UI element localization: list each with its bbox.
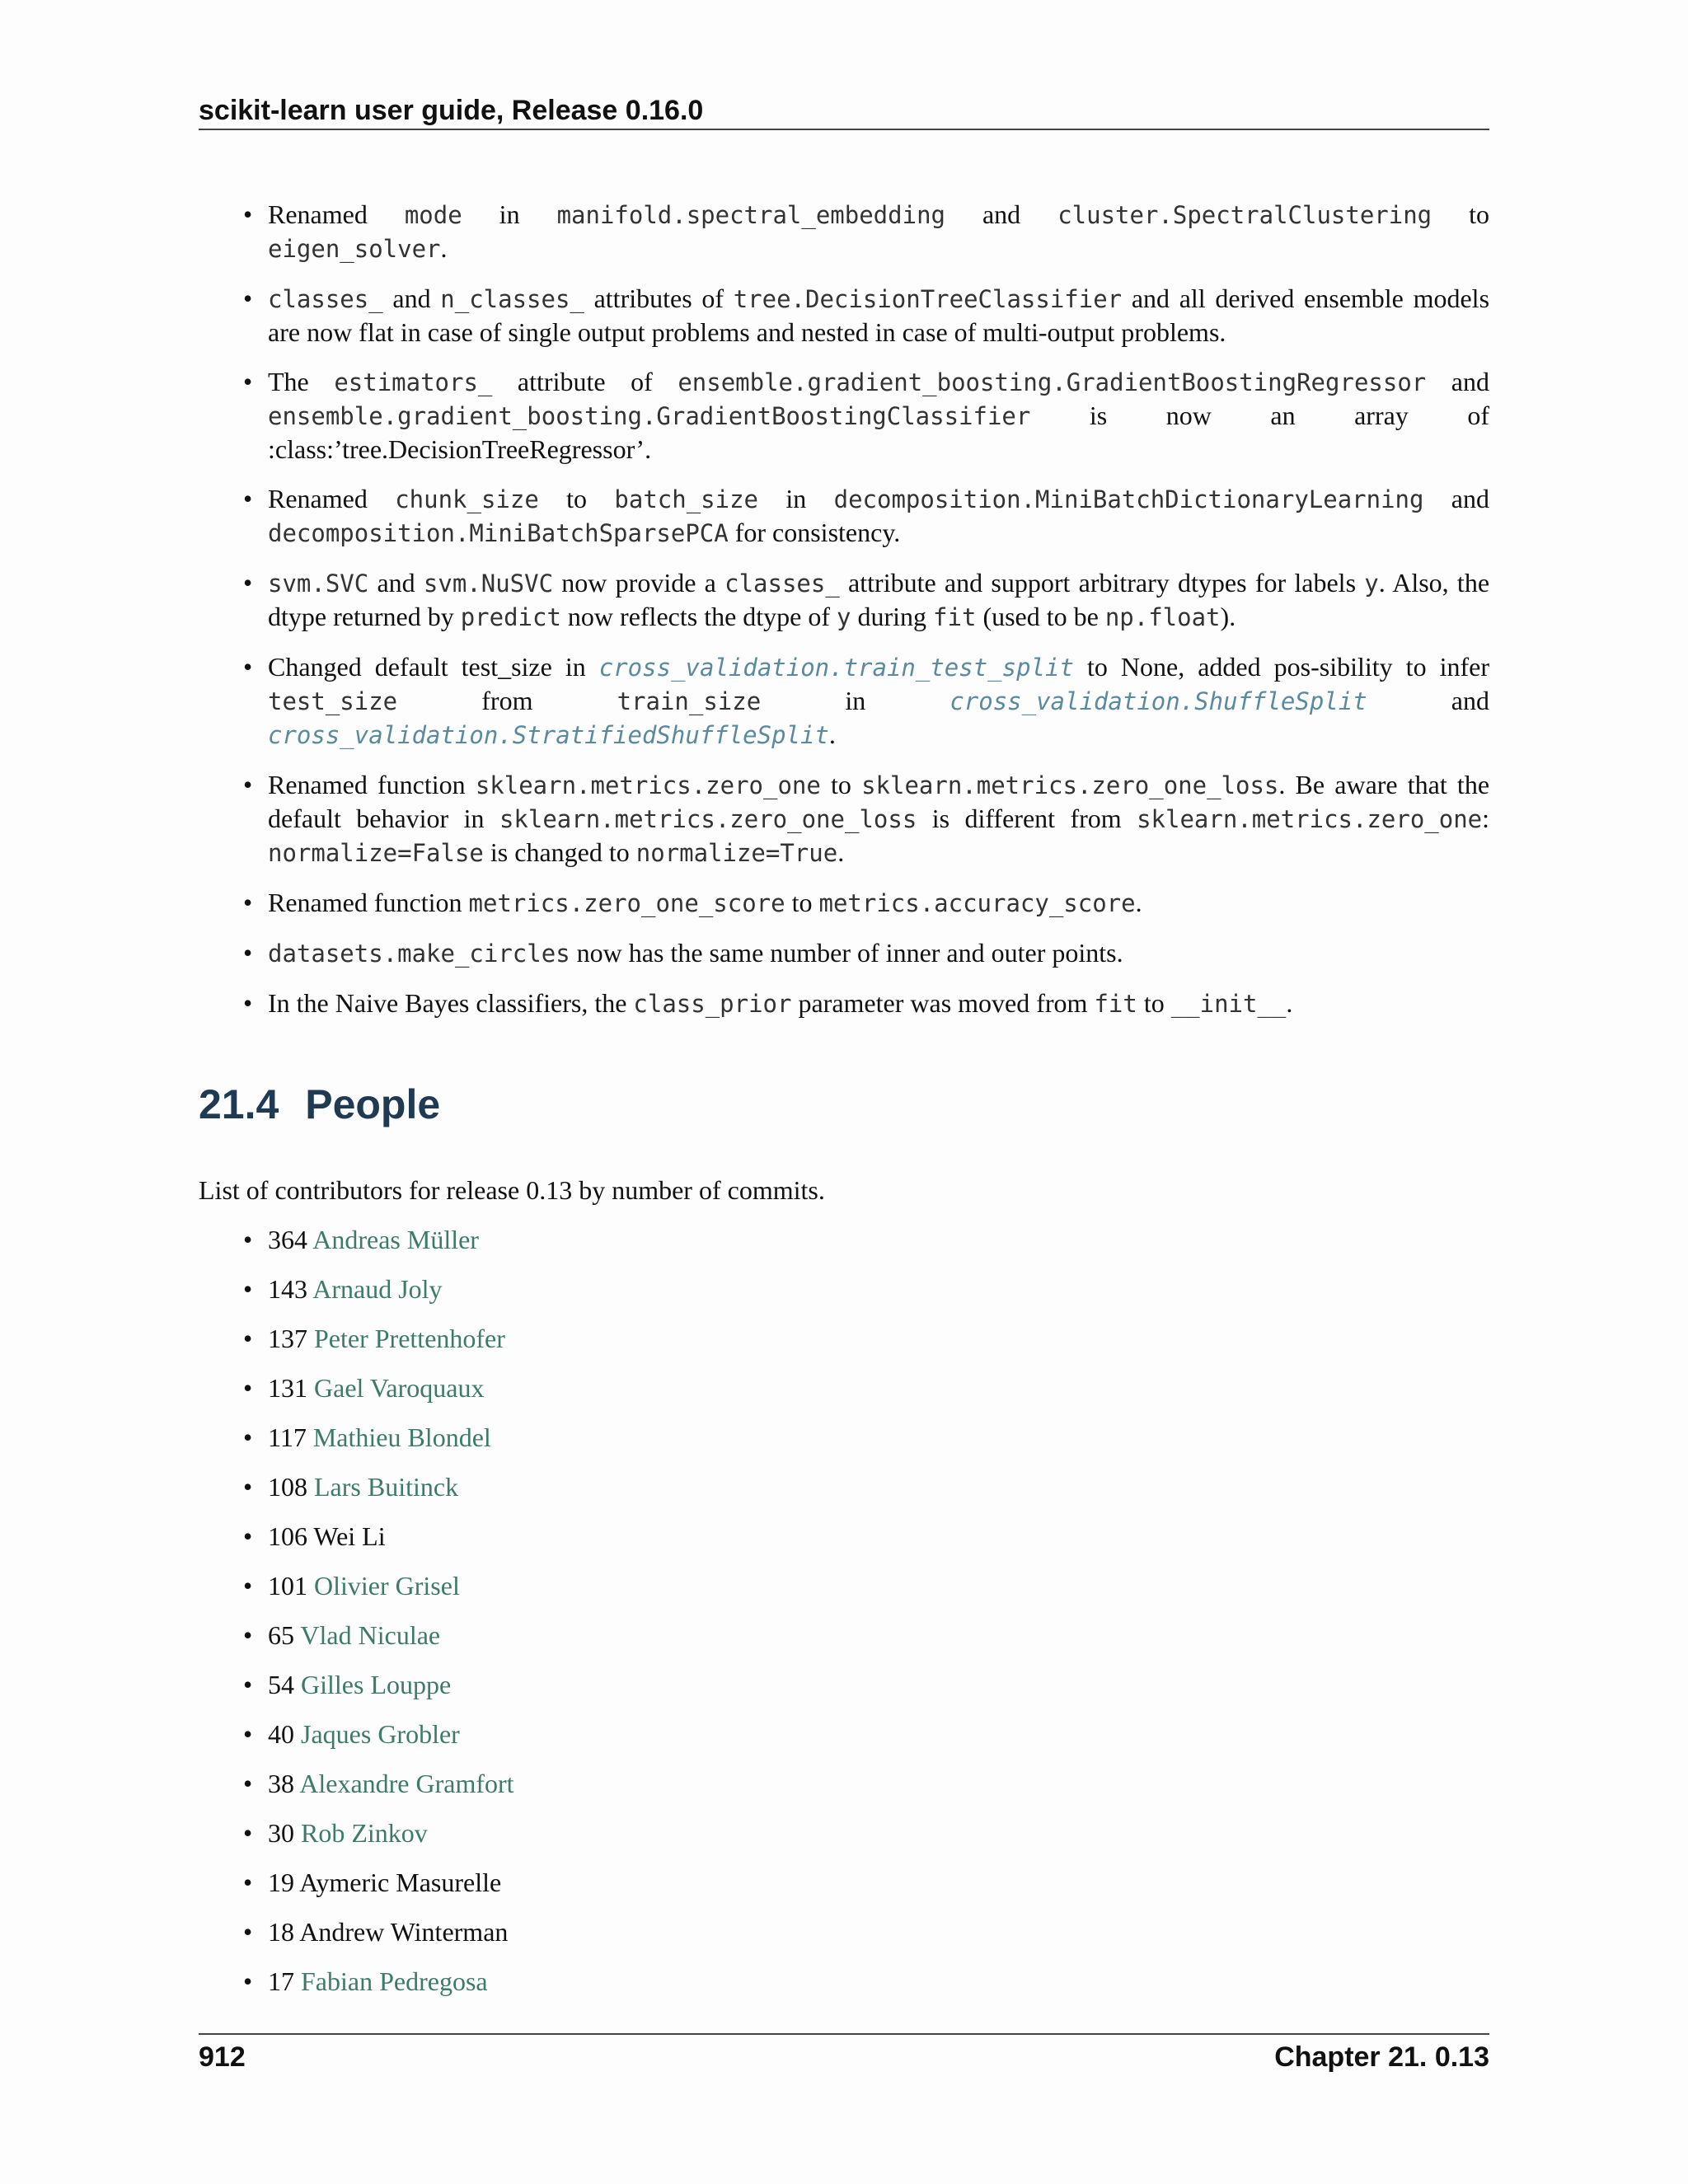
- change-text: The: [268, 367, 335, 396]
- change-text: to: [538, 484, 615, 513]
- api-reference-link[interactable]: cross_validation.ShuffleSplit: [950, 687, 1367, 715]
- bullet-icon: •: [243, 1274, 253, 1304]
- change-text: and: [1426, 367, 1490, 396]
- commit-count: 106: [268, 1521, 307, 1551]
- change-text: now provide a: [553, 568, 725, 598]
- change-text: . Also, the dtype returned by: [268, 568, 1490, 631]
- contributor-item: [199, 1421, 1489, 1454]
- api-reference-link[interactable]: cross_validation.train_test_split: [598, 654, 1074, 682]
- contributor-item: [199, 1520, 1489, 1553]
- page-number: 912: [199, 2041, 246, 2073]
- inline-code: cluster.SpectralClustering: [1057, 201, 1432, 229]
- contributor-item: [199, 1470, 1489, 1503]
- change-text: and: [1367, 686, 1489, 715]
- inline-code: sklearn.metrics.zero_one_loss: [861, 771, 1279, 799]
- bullet-icon: •: [243, 1670, 253, 1699]
- contributor-link[interactable]: Alexandre Gramfort: [299, 1769, 514, 1798]
- contributor-link[interactable]: Fabian Pedregosa: [301, 1966, 488, 1996]
- commit-count: 117: [268, 1422, 307, 1452]
- change-text: in: [462, 199, 557, 229]
- change-item: [199, 198, 1489, 265]
- contributor-item: [199, 1816, 1489, 1849]
- page-content: [199, 198, 1489, 2014]
- inline-code: y: [1364, 569, 1379, 598]
- change-text: attribute of: [492, 367, 678, 396]
- bullet-icon: •: [243, 1868, 253, 1897]
- change-text: is changed to: [483, 837, 636, 867]
- bullet-icon: •: [243, 367, 253, 396]
- inline-code: sklearn.metrics.zero_one: [1137, 805, 1483, 833]
- change-text: Renamed: [268, 484, 396, 513]
- inline-code: np.float: [1104, 603, 1221, 631]
- change-item: [199, 566, 1489, 634]
- change-text: parameter was moved from: [791, 988, 1095, 1018]
- inline-code: chunk_size: [395, 485, 539, 513]
- bullet-icon: •: [243, 199, 253, 229]
- bullet-icon: •: [243, 1769, 253, 1798]
- api-reference-link[interactable]: cross_validation.StratifiedShuffleSplit: [268, 721, 829, 749]
- change-text: Renamed function: [268, 888, 469, 917]
- contributor-link[interactable]: Lars Buitinck: [314, 1472, 459, 1502]
- change-text: attribute and support arbitrary dtypes for labels: [839, 568, 1365, 598]
- inline-code: tree.DecisionTreeClassifier: [733, 285, 1123, 313]
- change-text: for consistency.: [728, 518, 901, 547]
- bullet-icon: •: [243, 284, 253, 313]
- chapter-label: Chapter 21. 0.13: [1274, 2041, 1489, 2073]
- change-item: [199, 987, 1489, 1020]
- inline-code: y: [837, 603, 851, 631]
- inline-code: sklearn.metrics.zero_one_loss: [499, 805, 917, 833]
- bullet-icon: •: [243, 652, 253, 682]
- change-item: [199, 886, 1489, 920]
- inline-code: normalize=True: [635, 839, 838, 867]
- contributor-link[interactable]: Mathieu Blondel: [312, 1422, 491, 1452]
- footer-rule: [199, 2033, 1489, 2035]
- bullet-icon: •: [243, 1620, 253, 1650]
- change-text: to None, added pos-sibility to infer: [1073, 652, 1489, 682]
- change-text: (used to be: [976, 602, 1105, 631]
- change-item: [199, 650, 1489, 752]
- inline-code: metrics.accuracy_score: [818, 889, 1136, 917]
- change-text: in: [761, 686, 950, 715]
- change-text: to: [820, 770, 862, 799]
- change-text: Changed default test_size in: [268, 652, 599, 682]
- inline-code: batch_size: [614, 485, 759, 513]
- change-text: Renamed function: [268, 770, 476, 799]
- contributor-item: [199, 1371, 1489, 1404]
- change-item: [199, 936, 1489, 970]
- change-text: and: [945, 199, 1058, 229]
- bullet-icon: •: [243, 988, 253, 1018]
- bullet-icon: •: [243, 1422, 253, 1452]
- contributor-item: [199, 1322, 1489, 1355]
- section-title: People: [305, 1081, 441, 1127]
- bullet-icon: •: [243, 1472, 253, 1502]
- inline-code: fit: [933, 603, 977, 631]
- contributor-link[interactable]: Gael Varoquaux: [314, 1373, 485, 1403]
- change-text: and: [368, 568, 424, 598]
- commit-count: 108: [268, 1472, 307, 1502]
- change-text: is different from: [917, 804, 1137, 833]
- inline-code: svm.SVC: [268, 569, 369, 598]
- contributor-item: [199, 1272, 1489, 1305]
- change-item: [199, 282, 1489, 349]
- commit-count: 65: [268, 1620, 294, 1650]
- inline-code: eigen_solver: [268, 235, 441, 263]
- change-text: .: [1286, 988, 1293, 1018]
- inline-code: metrics.zero_one_score: [468, 889, 785, 917]
- inline-code: datasets.make_circles: [268, 940, 570, 968]
- contributor-item: [199, 1767, 1489, 1800]
- bullet-icon: •: [243, 1521, 253, 1551]
- inline-code: ensemble.gradient_boosting.GradientBoostingRegressor: [678, 368, 1427, 396]
- inline-code: normalize=False: [268, 839, 484, 867]
- change-text: from: [397, 686, 617, 715]
- people-intro: List of contributors for release 0.13 by number of commits.: [199, 1175, 825, 1205]
- commit-count: 17: [268, 1966, 294, 1996]
- commit-count: 131: [268, 1373, 307, 1403]
- contributor-link[interactable]: Rob Zinkov: [301, 1818, 428, 1848]
- change-text: to: [785, 888, 819, 917]
- contributor-link[interactable]: Olivier Grisel: [314, 1571, 460, 1601]
- commit-count: 143: [268, 1274, 307, 1304]
- inline-code: ensemble.gradient_boosting.GradientBoostingClassifier: [268, 402, 1031, 430]
- bullet-icon: •: [243, 1719, 253, 1749]
- bullet-icon: •: [243, 1373, 253, 1403]
- change-item: [199, 482, 1489, 550]
- contributor-item: [199, 1619, 1489, 1652]
- contributor-name: Aymeric Masurelle: [299, 1868, 502, 1897]
- contributors-list: [199, 1223, 1489, 1998]
- bullet-icon: •: [243, 938, 253, 968]
- bullet-icon: •: [243, 770, 253, 799]
- change-item: [199, 365, 1489, 466]
- contributor-link[interactable]: Peter Prettenhofer: [314, 1324, 505, 1353]
- change-text: and all derived ensemble models are now flat in case of single output problems and nested in case of multi-output problems.: [268, 284, 1490, 347]
- change-text: to: [1137, 988, 1171, 1018]
- change-text: .: [828, 719, 836, 749]
- inline-code: classes_: [724, 569, 840, 598]
- change-text: .: [837, 837, 845, 867]
- inline-code: predict: [460, 603, 561, 631]
- change-text: during: [851, 602, 934, 631]
- change-text: and: [382, 284, 441, 313]
- change-text: now reflects the dtype of: [560, 602, 837, 631]
- contributor-link[interactable]: Arnaud Joly: [312, 1274, 443, 1304]
- bullet-icon: •: [243, 1917, 253, 1947]
- bullet-icon: •: [243, 568, 253, 598]
- change-text: is now an array of :class:’tree.DecisionTreeRegressor’.: [268, 401, 1489, 464]
- inline-code: class_prior: [633, 990, 792, 1018]
- contributor-link[interactable]: Vlad Niculae: [300, 1620, 441, 1650]
- change-text: .: [1135, 888, 1142, 917]
- inline-code: test_size: [268, 687, 398, 715]
- change-text: ).: [1220, 602, 1236, 631]
- contributor-item: [199, 1866, 1489, 1899]
- change-text: in: [758, 484, 834, 513]
- bullet-icon: •: [243, 1225, 253, 1254]
- contributor-link[interactable]: Andreas Müller: [312, 1225, 479, 1254]
- change-text: and: [1423, 484, 1490, 513]
- contributor-link[interactable]: Jaques Grobler: [301, 1719, 460, 1749]
- contributor-item: [199, 1668, 1489, 1701]
- inline-code: decomposition.MiniBatchSparsePCA: [268, 519, 729, 547]
- inline-code: sklearn.metrics.zero_one: [475, 771, 821, 799]
- commit-count: 18: [268, 1917, 294, 1947]
- contributor-name: Andrew Winterman: [299, 1917, 509, 1947]
- contributor-item: [199, 1915, 1489, 1948]
- change-text: attributes of: [584, 284, 734, 313]
- commit-count: 40: [268, 1719, 294, 1749]
- inline-code: __init__: [1170, 990, 1287, 1018]
- bullet-icon: •: [243, 1571, 253, 1601]
- change-item: [199, 768, 1489, 869]
- contributor-item: [199, 1569, 1489, 1602]
- change-text: :: [1482, 804, 1490, 833]
- inline-code: mode: [404, 201, 462, 229]
- change-text: .: [440, 233, 448, 263]
- bullet-icon: •: [243, 1818, 253, 1848]
- inline-code: estimators_: [334, 368, 493, 396]
- commit-count: 137: [268, 1324, 307, 1353]
- inline-code: n_classes_: [440, 285, 584, 313]
- contributor-name: Wei Li: [313, 1521, 386, 1551]
- commit-count: 30: [268, 1818, 294, 1848]
- contributor-item: [199, 1223, 1489, 1256]
- section-heading: [199, 1080, 1489, 1129]
- inline-code: classes_: [268, 285, 383, 313]
- inline-code: fit: [1094, 990, 1137, 1018]
- section-number: 21.4: [199, 1081, 279, 1127]
- contributor-item: [199, 1718, 1489, 1750]
- bullet-icon: •: [243, 484, 253, 513]
- inline-code: svm.NuSVC: [423, 569, 554, 598]
- inline-code: manifold.spectral_embedding: [556, 201, 945, 229]
- running-header: scikit-learn user guide, Release 0.16.0: [199, 92, 1489, 130]
- inline-code: decomposition.MiniBatchDictionaryLearning: [833, 485, 1424, 513]
- commit-count: 54: [268, 1670, 294, 1699]
- bullet-icon: •: [243, 1966, 253, 1996]
- bullet-icon: •: [243, 888, 253, 917]
- change-text: In the Naive Bayes classifiers, the: [268, 988, 634, 1018]
- commit-count: 19: [268, 1868, 294, 1897]
- change-text: Renamed: [268, 199, 405, 229]
- contributor-link[interactable]: Gilles Louppe: [301, 1670, 452, 1699]
- change-text: . Be aware that the default behavior in: [268, 770, 1490, 833]
- inline-code: train_size: [617, 687, 762, 715]
- commit-count: 38: [268, 1769, 294, 1798]
- bullet-icon: •: [243, 1324, 253, 1353]
- api-changes-list: [199, 198, 1489, 1020]
- contributor-item: [199, 1965, 1489, 1998]
- commit-count: 101: [268, 1571, 307, 1601]
- commit-count: 364: [268, 1225, 307, 1254]
- change-text: to: [1432, 199, 1490, 229]
- change-text: now has the same number of inner and outer points.: [570, 938, 1123, 968]
